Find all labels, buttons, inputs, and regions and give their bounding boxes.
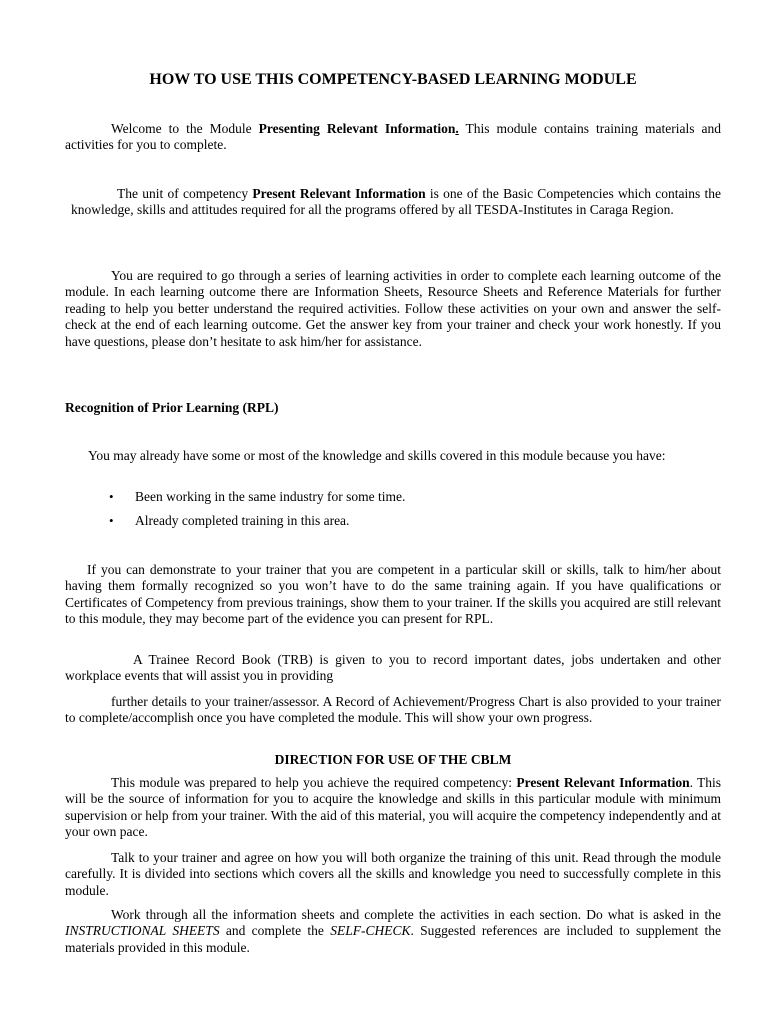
work-rest: . Suggested references are included to supplement the materials provided in this module. [65, 923, 722, 955]
rpl-demo-text: If you can demonstrate to your trainer that you are competent in a particular skill or skills, talk to him/her about having them formally recognized so you won’t have to do the same training again. If you have qualifications or Certificates of Competency from previous trainings, show them to your trainer. If the skills you acquired are still relevant to this module, they may become part of the evidence you can present for RPL. [65, 562, 721, 627]
rpl-intro-text: You may already have some or most of the knowledge and skills covered in this module because you have: [88, 448, 666, 463]
rpl-intro [65, 448, 721, 464]
activities-paragraph [65, 268, 721, 350]
instructional-sheets-term: INSTRUCTIONAL SHEETS [65, 923, 220, 939]
direction-paragraph [65, 775, 721, 841]
work-mid: and complete the [219, 923, 331, 939]
further-text: further details to your trainer/assessor. A Record of Achievement/Progress Chart is also provided to your trainer to complete/accomplish once you have completed the module. This will show your own progress. [65, 694, 721, 726]
unit-paragraph [71, 186, 721, 219]
activities-text: You are required to go through a series of learning activities in order to complete each learning outcome of the module. In each learning outcome there are Information Sheets, Resource Sheets and Reference Materials for further reading to help you better understand the required activities. Follow these activities on your own and answer the self-check at the end of each learning outcome. Get the answer key from your trainer and check your work honestly. If you have questions, please don’t hesitate to ask him/her for assistance. [65, 268, 721, 349]
work-lead: Work through all the information sheets and complete the activities in each section. Do what is asked in the [111, 907, 721, 922]
module-name: Presenting Relevant Information [258, 121, 456, 136]
rpl-bullet-list [65, 489, 721, 537]
direction-rest: . This will be the source of information for you to acquire the knowledge and skills in this particular module with minimum supervision or help from your trainer. With the aid of this material, you will acquire the competency independently and at your own pace. [65, 775, 721, 840]
welcome-rest: This module contains training materials and activities for you to complete. [65, 121, 722, 153]
bullet-icon: • [109, 513, 114, 528]
welcome-lead: Welcome to the Module [111, 121, 259, 136]
further-paragraph [65, 694, 721, 727]
direction-lead: This module was prepared to help you achieve the required competency: [111, 775, 517, 790]
trb-paragraph [65, 652, 721, 685]
list-item-text: Already completed training in this area. [135, 513, 350, 528]
list-item [65, 489, 721, 505]
work-paragraph [65, 907, 721, 956]
welcome-paragraph [65, 121, 721, 154]
module-name-period: . [455, 121, 459, 136]
trb-text: A Trainee Record Book (TRB) is given to you to record important dates, jobs undertaken and other workplace events that will assist you in providing [65, 652, 721, 684]
unit-rest: is one of the Basic Competencies which contains the knowledge, skills and attitudes required for all the programs offered by all TESDA-Institutes in Caraga Region. [71, 186, 721, 218]
rpl-heading: Recognition of Prior Learning (RPL) [65, 400, 279, 415]
unit-lead: The unit of competency [117, 186, 253, 201]
self-check-term: SELF-CHECK [330, 923, 411, 939]
direction-competency: Present Relevant Information [516, 775, 690, 790]
rpl-demo-paragraph [65, 562, 721, 628]
direction-heading: DIRECTION FOR USE OF THE CBLM [274, 752, 512, 767]
bullet-icon: • [109, 489, 114, 504]
talk-text: Talk to your trainer and agree on how you will both organize the training of this unit. Read through the module carefully. It is divided into sections which covers all the skills and knowledge you need to successfully complete in this module. [65, 850, 721, 898]
list-item [65, 513, 721, 529]
unit-name: Present Relevant Information [252, 186, 426, 201]
page-title: HOW TO USE THIS COMPETENCY-BASED LEARNING MODULE [149, 71, 637, 88]
list-item-text: Been working in the same industry for some time. [135, 489, 406, 504]
talk-paragraph [65, 850, 721, 899]
